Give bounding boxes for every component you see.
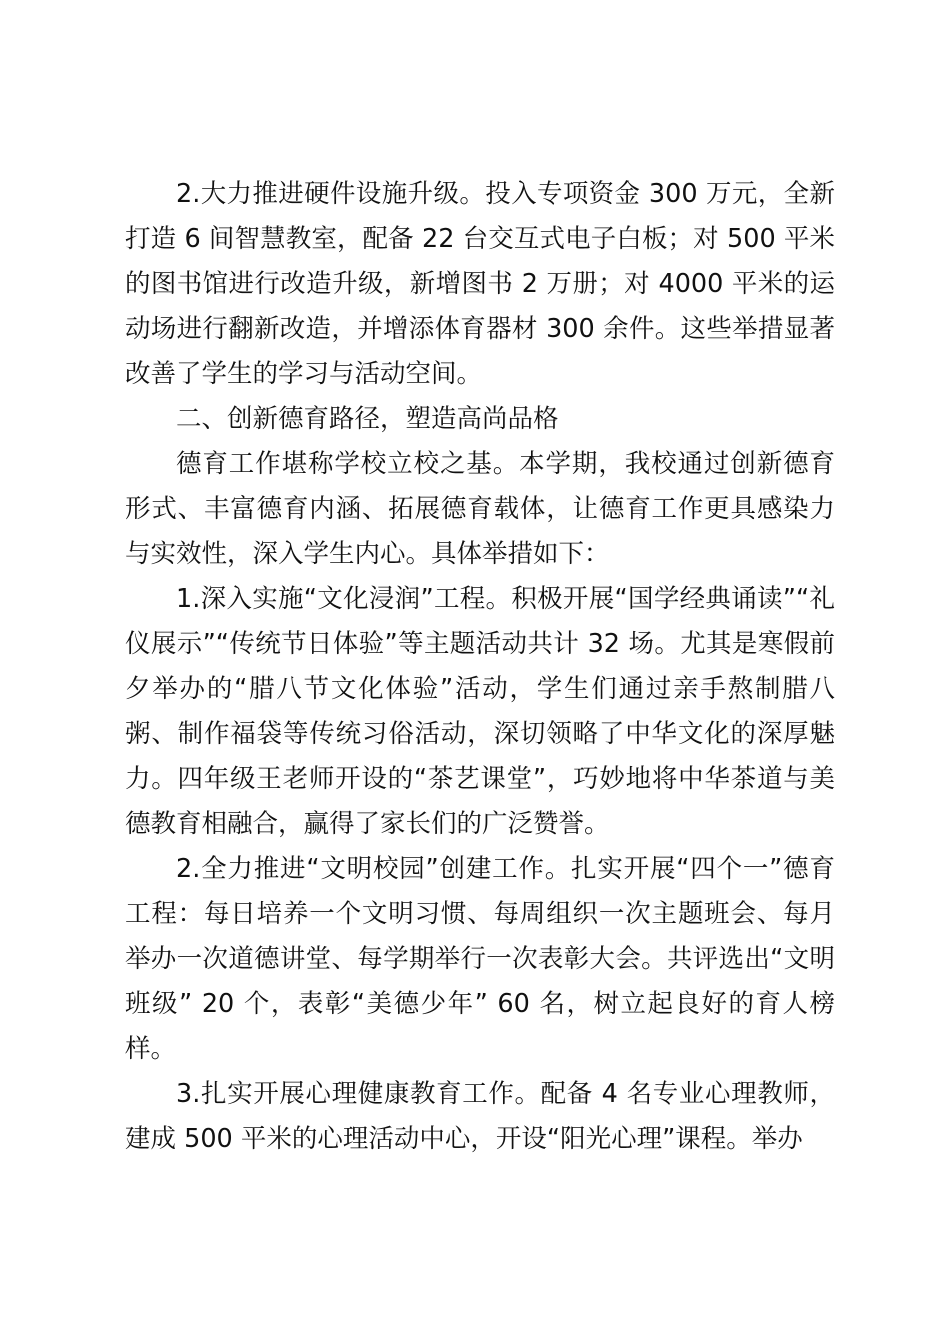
paragraph-civilized-campus: 2.全力推进“文明校园”创建工作。扎实开展“四个一”德育工程：每日培养一个文明习惯、每周组织一次主题班会、每月举办一次道德讲堂、每学期举行一次表彰大会。共评选出“文明班级” 20 个，表彰“美德少年” 60 名，树立起良好的育人榜样。 [125,854,835,1064]
paragraph-hardware-upgrade: 2.大力推进硬件设施升级。投入专项资金 300 万元，全新打造 6 间智慧教室，配备 22 台交互式电子白板；对 500 平米的图书馆进行改造升级，新增图书 2 万册；对 4000 平米的运动场进行翻新改造，并增添体育器材 300 余件。这些举措显著改善了学生的学习与活动空间。 [125,179,835,389]
document-body [125,172,835,1162]
section-heading-moral-education: 二、创新德育路径，塑造高尚品格 [176,404,559,434]
paragraph-culture-project: 1.深入实施“文化浸润”工程。积极开展“国学经典诵读”“礼仪展示”“传统节日体验”等主题活动共计 32 场。尤其是寒假前夕举办的“腊八节文化体验”活动，学生们通过亲手熬制腊八粥、制作福袋等传统习俗活动，深切领略了中华文化的深厚魅力。四年级王老师开设的“茶艺课堂”，巧妙地将中华茶道与美德教育相融合，赢得了家长们的广泛赞誉。 [125,584,835,839]
paragraph-mental-health: 3.扎实开展心理健康教育工作。配备 4 名专业心理教师，建成 500 平米的心理活动中心，开设“阳光心理”课程。举办 [125,1079,835,1154]
paragraph-moral-education-intro: 德育工作堪称学校立校之基。本学期，我校通过创新德育形式、丰富德育内涵、拓展德育载体，让德育工作更具感染力与实效性，深入学生内心。具体举措如下： [125,449,835,569]
